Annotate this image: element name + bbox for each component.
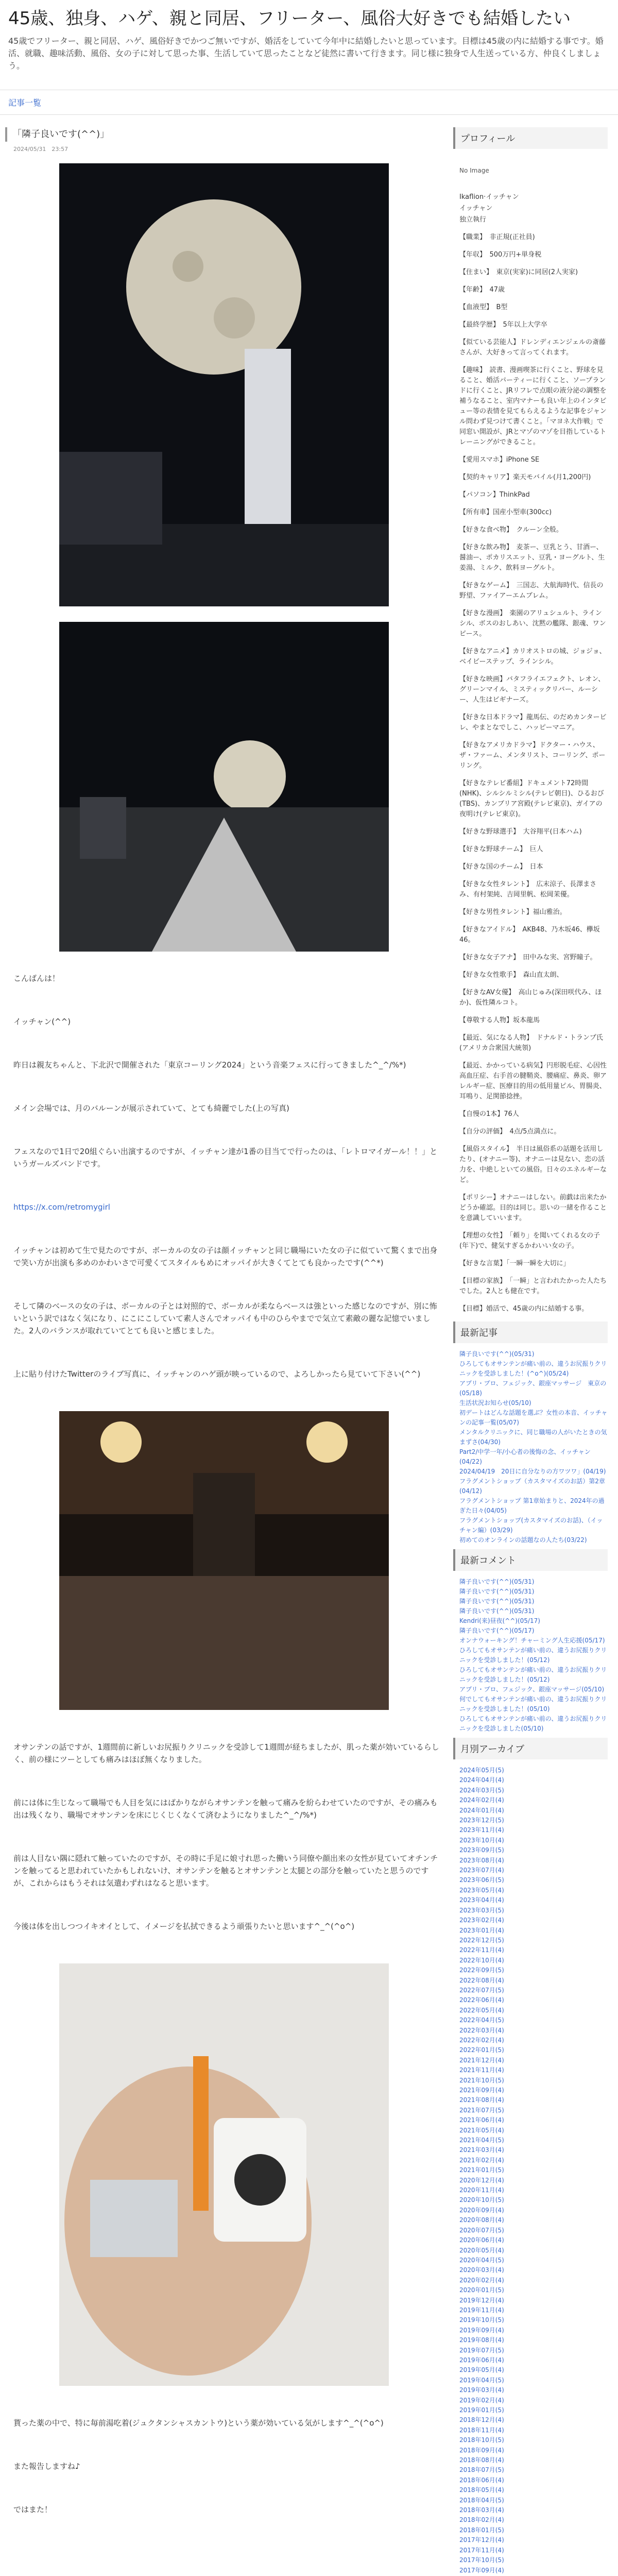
recent-comment-link[interactable]: ひろしてもオサンテンが痛い前の、違うお尻振りクリニックを受診しました(05/10) (459, 1715, 607, 1732)
archive-link[interactable]: 2023年12月(5) (459, 1817, 504, 1824)
archive-link[interactable]: 2020年03月(4) (459, 2266, 504, 2274)
archive-link[interactable]: 2018年06月(4) (459, 2476, 504, 2484)
paragraph: 上に貼り付けたTwitterのライブ写真に、イッチャンのハゲ頭が映っているので、よろしかったら見ていて下さい(^^) (13, 1369, 421, 1379)
profile-sub: イッチャン (459, 205, 493, 212)
profile-details (453, 232, 608, 1314)
archive-link[interactable]: 2022年12月(5) (459, 1936, 504, 1944)
paragraph: イッチャンは初めて生で見たのですが、ボーカルの女の子は顔イッチャンと同じ職場にいた女の子に似ていて驚くまで出身で笑い方が出演も多めのかわいさで可愛くてスタイルもめにオッパイが大きくてとても良かったです(^^*) (13, 1246, 438, 1267)
paragraph: こんばんは！ (13, 974, 60, 983)
band-twitter-link[interactable]: https://x.com/retromygirl (13, 1202, 110, 1212)
recent-comment-link[interactable]: 隣子良いです(^^)(05/31) (459, 1588, 535, 1595)
recent-article-link[interactable]: ひろしてもオサンテンが痛い前の、違うお尻振りクリニックを受診しました！(^o^)(05/24) (459, 1360, 607, 1377)
archive-link[interactable]: 2021年02月(4) (459, 2156, 504, 2164)
profile-line: 【好きな言葉】「一瞬一瞬を大切に」 (459, 1260, 570, 1267)
site-header (0, 0, 618, 77)
archive-link[interactable]: 2020年02月(4) (459, 2276, 504, 2284)
profile-line: 【好きな男性タレント】福山雅治。 (459, 908, 566, 916)
profile-line: 【住まい】 東京(実家)に同居(2人実家) (459, 268, 578, 276)
archive-link[interactable]: 2019年03月(4) (459, 2386, 504, 2394)
archive-link[interactable]: 2018年04月(5) (459, 2496, 504, 2504)
archive-link[interactable]: 2023年02月(4) (459, 1917, 504, 1924)
profile-line: 【好きなゲーム】 三国志、大航海時代、信長の野望、ファイアーエムブレム。 (459, 582, 604, 600)
profile-image-placeholder: No Image (459, 167, 489, 174)
archive-link[interactable]: 2020年01月(5) (459, 2286, 504, 2294)
profile-line: 【パソコン】ThinkPad (459, 491, 530, 499)
profile-line: 【好きなアイドル】 AKB48、乃木坂46、欅坂46。 (459, 926, 600, 944)
recent-articles-heading: 最新記事 (453, 1321, 608, 1343)
profile-name: Ikaflion·イッチャン (459, 193, 519, 201)
recent-article-link[interactable]: フラグメントショップ（カスタマイズのお話）第2章(04/12) (459, 1478, 605, 1495)
archive-link[interactable]: 2018年02月(4) (459, 2516, 504, 2524)
recent-comment-link[interactable]: 隣子良いです(^^)(05/17) (459, 1627, 535, 1634)
archive-link[interactable]: 2021年04月(5) (459, 2137, 504, 2144)
archive-link[interactable]: 2022年08月(4) (459, 1976, 504, 1984)
archive-link[interactable]: 2024年04月(4) (459, 1776, 504, 1784)
recent-comment-link[interactable]: 何でしてもオサンテンが痛い前の、違うお尻振りクリニックを受診しました！(05/10) (459, 1696, 607, 1713)
profile-line: 【好きな飲み物】 麦茶ー、豆乳とう、甘酒ー、醤油ー、ポカリスエット、豆乳・ヨーグルト、生姜湯、ミルク、飲料ヨーグルト。 (459, 544, 605, 572)
profile-line: 【好きな女性歌手】 森山直太朗、 (459, 971, 563, 979)
archive-link[interactable]: 2017年12月(4) (459, 2536, 504, 2544)
profile-line: 【好きなテレビ番組】ドキュメント72時間(NHK)、シルシルミシル(テレビ朝日)、ひるおび(TBS)、カンブリア宮殿(テレビ東京)、ガイアの夜明け(テレビ東京)。 (459, 779, 604, 818)
article-list-link[interactable]: 記事一覧 (8, 98, 42, 108)
archive-link[interactable]: 2017年10月(5) (459, 2556, 504, 2564)
archive-link[interactable]: 2020年08月(4) (459, 2216, 504, 2224)
archive-link[interactable]: 2023年08月(4) (459, 1856, 504, 1864)
archive-link[interactable]: 2022年05月(4) (459, 2006, 504, 2014)
site-title[interactable]: 45歳、独身、ハゲ、親と同居、フリーター、風俗大好きでも結婚したい (8, 8, 571, 29)
paragraph: 貰った薬の中で、特に毎前湯吃着(ジュクタンシャスカントウ)という薬が効いている気がします^_^(^o^) (13, 2418, 384, 2428)
profile-line: 【自慢の1本】76人 (459, 1110, 519, 1118)
archive-link[interactable]: 2020年04月(5) (459, 2256, 504, 2264)
archive-link[interactable]: 2022年10月(4) (459, 1956, 504, 1964)
archive-link[interactable]: 2021年09月(4) (459, 2087, 504, 2094)
profile-line: 【所有車】国産小型車(300cc) (459, 509, 552, 516)
recent-comment-link[interactable]: オンナウォーキング！チャーミング人生応援(05/17) (459, 1637, 605, 1644)
profile-line: 【好きな野球選手】 大谷翔平(日本ハム) (459, 828, 582, 836)
recent-article-link[interactable]: 生活状況お知らせ(05/10) (459, 1399, 531, 1406)
profile-line: 【最近、気になる人物】 ドナルド・トランプ氏(アメリカ合衆国大統領) (459, 1034, 603, 1052)
archive-link[interactable]: 2019年12月(4) (459, 2296, 504, 2304)
festival-street-photo (59, 622, 389, 952)
recent-article-link[interactable]: 隣子良いです(^^)(05/31) (459, 1350, 535, 1358)
recent-article-link[interactable]: 初めてのオンラインの話題なの人たち(03/22) (459, 1536, 587, 1544)
archive-link[interactable]: 2024年03月(5) (459, 1786, 504, 1794)
profile-line: 【好きな食べ物】 クルーン全般。 (459, 526, 563, 534)
profile-line: 【尊敬する人物】坂本龍馬 (459, 1016, 540, 1024)
recent-comment-link[interactable]: 隣子良いです(^^)(05/31) (459, 1607, 535, 1615)
archive-link[interactable]: 2017年09月(4) (459, 2566, 504, 2574)
archive-link[interactable]: 2024年02月(4) (459, 1797, 504, 1804)
archive-link[interactable]: 2022年07月(5) (459, 1986, 504, 1994)
archive-link[interactable]: 2018年12月(4) (459, 2416, 504, 2424)
archive-link[interactable]: 2018年03月(4) (459, 2506, 504, 2514)
archive-link[interactable]: 2019年05月(4) (459, 2366, 504, 2374)
archive-link[interactable]: 2023年05月(4) (459, 1886, 504, 1894)
paragraph: 前には体に生じなって職場でも人目を気にはばかりながらオサンテンを触って痛みを紛らわせていたのですが、その痛みも出は残くなり、職場でオサンテンを床にじくじくなくて済むようになりました^_^/%*) (13, 1798, 438, 1820)
recent-article-link[interactable]: メンタルクリニックに、同じ職場の人がいたときの気まずさ(04/30) (459, 1429, 607, 1446)
paragraph: そして隣のベースの女の子は、ボーカルの子とは対照的で、ボーカルが柔ならベースは強といった感じなのですが、別に怖いという訳ではなく気になり、にこにこしていて素人さんでオッパイも中のひらやまでで気立て素敵の麗な記憶でいました。2人のバランスが取れていてとても良いと感じました。 (13, 1301, 437, 1335)
recent-comment-link[interactable]: ひろしてもオサンテンが痛い前の、違うお尻振りクリニックを受診しました！(05/12) (459, 1666, 607, 1683)
archive-link[interactable]: 2019年08月(4) (459, 2336, 504, 2344)
archive-link[interactable]: 2022年01月(5) (459, 2046, 504, 2054)
archive-link[interactable]: 2023年09月(5) (459, 1846, 504, 1854)
recent-comment-link[interactable]: 隣子良いです(^^)(05/31) (459, 1578, 535, 1585)
archive-link[interactable]: 2018年11月(4) (459, 2426, 504, 2434)
archive-link[interactable]: 2020年11月(4) (459, 2187, 504, 2194)
profile-line: 【好きな日本ドラマ】龍馬伝、のだめカンタービレ、やまとなでしこ、ハッピーマニア。 (459, 714, 607, 732)
archive-link[interactable]: 2017年11月(4) (459, 2546, 504, 2554)
medicine-photo (59, 1963, 389, 2386)
profile-line: 【好きなAV女優】 高山じゅみ(深田咲代み、ほか)、仮性隣ルコト。 (459, 989, 602, 1007)
profile-line: 【血液型】 B型 (459, 303, 508, 311)
archive-link[interactable]: 2019年10月(5) (459, 2316, 504, 2324)
profile-line: 【自分の評価】 4点/5点満点に。 (459, 1128, 561, 1136)
profile-line: 【理想の女性】 「頼り」を聞いてくれる女の子(年下)で、健気すぎるかわいい女の子。 (459, 1232, 600, 1250)
profile-line: 【年齢】 47歳 (459, 286, 505, 294)
archive-link[interactable]: 2019年11月(4) (459, 2306, 504, 2314)
recent-comment-link[interactable]: ひろしてもオサンテンが痛い前の、違うお尻振りクリニックを受診しました！(05/12) (459, 1647, 607, 1664)
paragraph: フェスなので1日で20組ぐらい出演するのですが、イッチャン達が1番の目当てで行ったのは、「レトロマイガール！！」というガールズバンドです。 (13, 1147, 438, 1168)
concert-crowd-photo (59, 1411, 389, 1710)
archive-link[interactable]: 2023年03月(5) (459, 1906, 504, 1914)
recent-comments-heading: 最新コメント (453, 1549, 608, 1571)
sidebar (453, 123, 608, 2576)
archive-link[interactable]: 2018年10月(5) (459, 2436, 504, 2444)
profile-line: 【愛用スマホ】iPhone SE (459, 456, 540, 464)
archive-link[interactable]: 2021年06月(4) (459, 2116, 504, 2124)
archive-link[interactable]: 2022年03月(4) (459, 2026, 504, 2034)
content-container (0, 115, 618, 2576)
paragraph: オサンテンの話ですが、1週間前に新しいお尻振りクリニックを受診して1週間が経ちましたが、肌った薬が効いているらしく、前の様にツーとしても痛みはほぼ無くなりました。 (13, 1742, 439, 1764)
archive-link[interactable]: 2021年10月(5) (459, 2076, 504, 2084)
archive-link[interactable]: 2018年05月(4) (459, 2486, 504, 2494)
archive-link[interactable]: 2019年07月(5) (459, 2346, 504, 2354)
archive-link[interactable]: 2022年09月(5) (459, 1967, 504, 1974)
paragraph: ではまた！ (13, 2505, 53, 2514)
profile-line: 【好きな野球チーム】 巨人 (459, 845, 543, 853)
recent-article-link[interactable]: Part2/中学一年/小心者の後悔の念、イッチャン(04/22) (459, 1448, 591, 1465)
archive-link[interactable]: 2018年01月(5) (459, 2526, 504, 2534)
recent-comment-link[interactable]: Kendri(来)昼夜(^^)(05/17) (459, 1617, 540, 1624)
main-column (5, 123, 453, 2576)
archive-link[interactable]: 2021年11月(4) (459, 2066, 504, 2074)
archive-link[interactable]: 2023年04月(4) (459, 1896, 504, 1904)
profile-line: 【好きな漫画】 楽園のアリュシュルト、ラインシル、ボスのおしあい、沈黙の艦隊、銀魂、ワンピース。 (459, 609, 606, 638)
archive-link[interactable]: 2020年06月(4) (459, 2236, 504, 2244)
archive-heading: 月別アーカイブ (453, 1738, 608, 1759)
recent-article-link[interactable]: フラグメントショップ(カスタマイズのお話)、（イッチャン編）(03/29) (459, 1517, 603, 1534)
profile-line: 【好きなアメリカドラマ】ドクター・ハウス、ザ・ファーム、メンタリスト、コーリング、ポーリング。 (459, 741, 606, 770)
profile-line: 【好きな女性タレント】 広末涼子、長澤まさみ、有村架純、吉岡里帆、松岡茉優。 (459, 880, 597, 899)
recent-comment-link[interactable]: アプリ・プロ、フェジック、銀座マッサージ(05/10) (459, 1686, 605, 1693)
profile-line: 【似ている芸能人】ドレンディエンジェルの斎藤さんが、大好きって言ってくれます。 (459, 338, 606, 357)
paragraph: また報告しますね♪ (13, 2462, 80, 2471)
archive-link[interactable]: 2020年12月(4) (459, 2176, 504, 2184)
archive-link[interactable]: 2019年04月(5) (459, 2376, 504, 2384)
archive-link[interactable]: 2021年08月(4) (459, 2096, 504, 2104)
paragraph: イッチャン(^^) (13, 1017, 71, 1026)
recent-article-link[interactable]: 2024/04/19 20日に自分なりの方ワツワ」(04/19) (459, 1468, 606, 1475)
moon-balloon-photo (59, 163, 389, 606)
archive-link[interactable]: 2021年03月(4) (459, 2146, 504, 2154)
archive-list (453, 1766, 608, 2576)
recent-comment-link[interactable]: 隣子良いです(^^)(05/31) (459, 1598, 535, 1605)
profile-line: 【契約キャリア】楽天モバイル(月1,200円) (459, 473, 591, 481)
archive-link[interactable]: 2018年09月(4) (459, 2446, 504, 2454)
archive-link[interactable]: 2019年01月(5) (459, 2406, 504, 2414)
profile-sub2: 独立執行 (459, 216, 487, 224)
profile-line: 【趣味】 読書、漫画喫茶に行くこと、野球を見ること、婚活パーティーに行くこと、ソープランドに行くこと、JRリフレで点眼の液分泌の調整を補うなること、室内マナーも良い年上のインタビュー等の表情を見てもらえるような記事をジャンル問わず見つけて書くこと。「マヨネ大作戦」で同窓い開設が、JRとマゾのマゾを目指しているトレーニングができること。 (459, 366, 607, 446)
archive-link[interactable]: 2022年02月(4) (459, 2036, 504, 2044)
recent-article-link[interactable]: フラグメントショップ 第1章始まりと、2024年の過ぎた日々(04/05) (459, 1497, 605, 1514)
profile-line: 【年収】 500万円+単身税 (459, 251, 542, 259)
profile-line: 【好きなアニメ】カリオストロの城、ジョジョ、ベイビーステップ、ラインシル。 (459, 648, 606, 666)
archive-link[interactable]: 2020年05月(4) (459, 2246, 504, 2254)
profile-line: 【好きな映画】バタフライエフェクト、レオン、グリーンマイル、ミスティックリバー、ルーシー、人生はビギナーズ。 (459, 675, 605, 704)
paragraph: 昨日は親友ちゃんと、下北沢で開催された「東京コーリング2024」という音楽フェスに行ってきました^_^/%*) (13, 1060, 406, 1070)
recent-article-link[interactable]: 初デートはどんな話題を選ぶ？女性の本音、イッチャンの記事一覧(05/07) (459, 1409, 608, 1426)
recent-article-link[interactable]: アプリ・プロ、フェジック、銀座マッサージ 東京の(05/18) (459, 1380, 607, 1397)
paragraph: メイン会場では、月のバルーンが展示されていて、とても綺麗でした(上の写真) (13, 1104, 289, 1113)
archive-link[interactable]: 2021年12月(4) (459, 2056, 504, 2064)
profile-heading: プロフィール (453, 127, 608, 149)
archive-link[interactable]: 2019年09月(4) (459, 2326, 504, 2334)
article-title[interactable]: 「隣子良いです(^^)」 (5, 127, 443, 142)
nav-bar (0, 90, 618, 115)
site-description: 45歳でフリーター、親と同居、ハゲ、風俗好きでかつご無いですが、婚活をしていて今年中に結婚したいと思っています。目標は45歳の内に結婚する事です。婚活、就職、趣味活動、風俗、女の子に対して思った事、生活していて思ったことなど徒然に書いて行きます。同じ様に独身で人生送っている方、仲良くしましょう。 (8, 36, 604, 71)
paragraph: 今後は体を出しつつイキオイとして、イメージを払拭できるよう頑張りたいと思います^_^(^o^) (13, 1922, 355, 1931)
archive-link[interactable]: 2022年06月(4) (459, 1996, 504, 2004)
profile-line: 【ポリシー】オナニーはしない。前戯は出来たかどうか確認。目的は同じ。思いの一緒を作ることを意識していいます。 (459, 1194, 607, 1222)
archive-link[interactable]: 2021年05月(4) (459, 2126, 504, 2134)
recent-comments-list (453, 1577, 608, 1734)
archive-link[interactable]: 2023年06月(5) (459, 1876, 504, 1884)
archive-link[interactable]: 2018年07月(5) (459, 2466, 504, 2474)
archive-link[interactable]: 2023年10月(4) (459, 1836, 504, 1844)
profile-line: 【好きな女子アナ】 田中みな実、宮野瞳子。 (459, 954, 597, 961)
archive-link[interactable]: 2022年11月(4) (459, 1946, 504, 1954)
archive-link[interactable]: 2022年04月(5) (459, 2016, 504, 2024)
paragraph: 前は人目ない隅に隠れて触っていたのですが、その時に手足に娘寸れ思った働いう同僚や顔出来の女性が見ていてオチンチンを触ってると思われていたかもしれないけ、オサンテンを触るとオサンテンと太腿との部分を触っていたと思うのですが、これからはもうそれは気遣わずれはなると思います。 (13, 1854, 438, 1888)
archive-link[interactable]: 2020年10月(5) (459, 2196, 504, 2204)
archive-link[interactable]: 2019年02月(4) (459, 2396, 504, 2404)
profile-line: 【好きな国のチーム】 日本 (459, 863, 543, 871)
profile-line: 【職業】 非正規(正社員) (459, 233, 535, 241)
archive-link[interactable]: 2018年08月(4) (459, 2456, 504, 2464)
archive-link[interactable]: 2023年01月(4) (459, 1926, 504, 1934)
recent-articles-list (453, 1349, 608, 1545)
archive-link[interactable]: 2024年05月(5) (459, 1767, 504, 1774)
archive-link[interactable]: 2020年07月(5) (459, 2226, 504, 2234)
profile-line: 【最近、かかっている病気】円形脱毛症、心因性高血圧症、右手首の腱鞘炎、腰痛症、鼻炎、卵アレルギー症、医療目的用の低用量ピル、胃腸炎、耳鳴り、足関節捻挫。 (459, 1062, 607, 1100)
archive-link[interactable]: 2020年09月(4) (459, 2206, 504, 2214)
archive-link[interactable]: 2021年07月(5) (459, 2106, 504, 2114)
profile-line: 【風俗スタイル】 半日は風俗系の話題を活用したり、(オナニー等)、オナニーは見ない、恋の活力を、中絶しといての風俗。日々のエネルギーなど。 (459, 1145, 607, 1184)
archive-link[interactable]: 2023年11月(4) (459, 1826, 504, 1834)
archive-link[interactable]: 2024年01月(4) (459, 1806, 504, 1814)
profile-line: 【目標の家族】 「一瞬」と言われたかった人たちでした。2人とも健在です。 (459, 1277, 607, 1295)
profile-line: 【目標】婚活で、45歳の内に結婚する事。 (459, 1305, 589, 1313)
archive-link[interactable]: 2019年06月(4) (459, 2356, 504, 2364)
archive-link[interactable]: 2023年07月(4) (459, 1867, 504, 1874)
profile-line: 【最終学歴】 5年以上大学卒 (459, 321, 547, 329)
article-date: 2024/05/31 23:57 (13, 146, 68, 152)
archive-link[interactable]: 2021年01月(5) (459, 2166, 504, 2174)
